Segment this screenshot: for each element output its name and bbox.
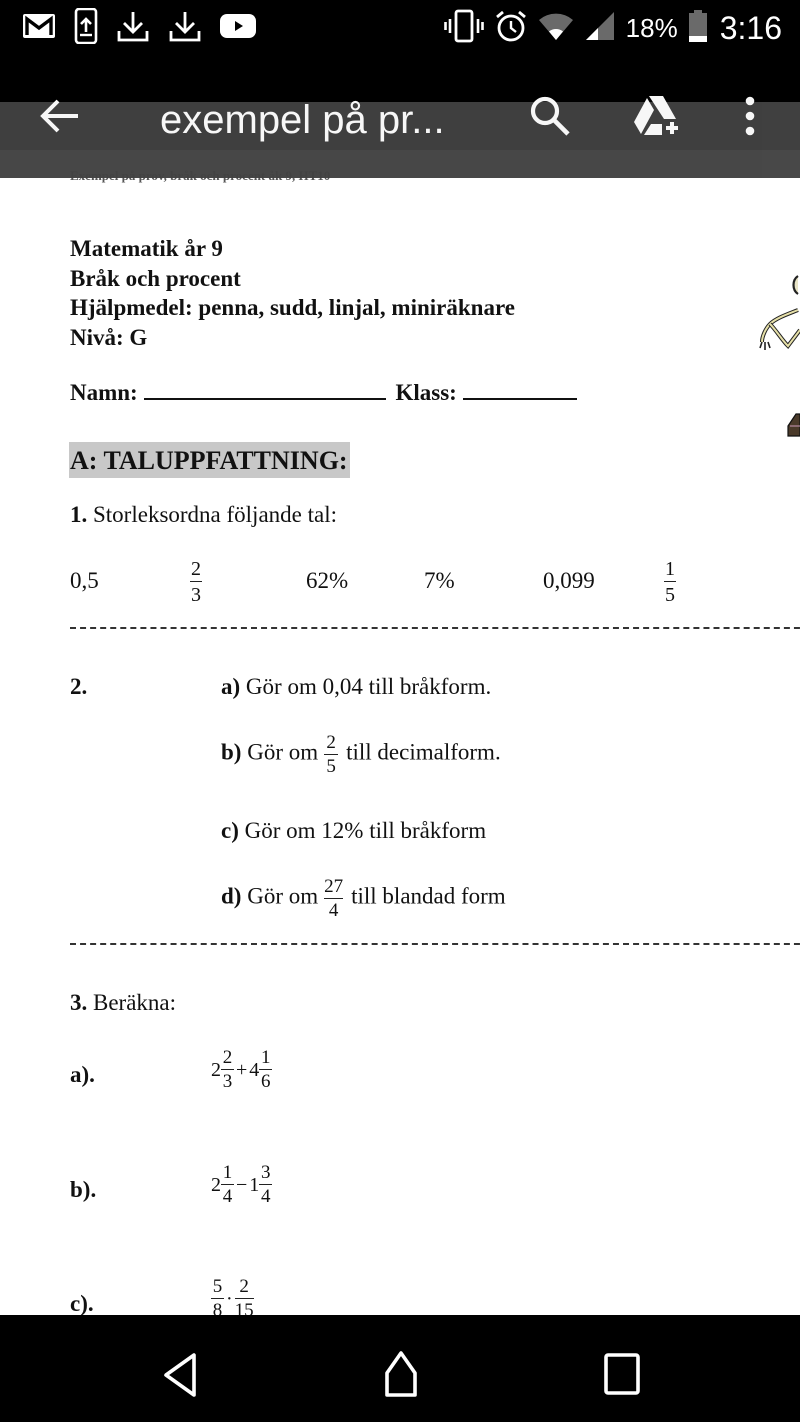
search-icon	[528, 94, 572, 138]
name-class-row	[70, 380, 581, 406]
denominator: 8	[212, 1300, 223, 1315]
class-blank-line	[463, 380, 577, 400]
info-subject: Matematik år 9	[70, 236, 223, 261]
info-topic: Bråk och procent	[70, 265, 241, 291]
youtube-icon	[220, 12, 256, 45]
dashed-separator	[70, 627, 800, 629]
info-level: Nivå: G	[70, 324, 148, 350]
numerator: 2	[191, 558, 201, 580]
whole-number: 2	[211, 1173, 221, 1196]
item-label: c).	[70, 1291, 94, 1315]
navigation-bar	[0, 1315, 800, 1422]
numerator: 2	[239, 1276, 249, 1297]
fraction	[221, 1163, 234, 1207]
question-number: 3.	[70, 990, 88, 1015]
numerator: 2	[222, 1047, 233, 1068]
fraction-bar	[259, 1069, 272, 1070]
fraction-bar	[259, 1184, 272, 1185]
question-2a	[221, 674, 491, 700]
operator: ·	[226, 1287, 233, 1310]
question-1	[70, 502, 337, 528]
numerator: 1	[222, 1162, 233, 1183]
numerator: 1	[665, 558, 675, 580]
question-2-number: 2.	[70, 674, 88, 699]
numerator: 27	[324, 876, 344, 897]
info-tools: Hjälpmedel: penna, sudd, linjal, miniräknare	[70, 295, 515, 320]
fraction	[259, 1163, 272, 1207]
denominator: 3	[191, 584, 201, 606]
download-icon	[168, 9, 202, 48]
fraction-bar	[324, 898, 343, 899]
operator: +	[236, 1058, 248, 1081]
fraction	[211, 1277, 224, 1315]
expression-3c	[211, 1277, 254, 1315]
question-2d	[221, 876, 506, 920]
dashed-separator	[70, 943, 800, 945]
q1-value: 62%	[306, 568, 349, 593]
denominator: 5	[665, 584, 675, 606]
name-blank-line	[144, 380, 386, 400]
fraction-bar	[664, 581, 676, 582]
q1-fraction	[664, 558, 676, 606]
fraction-bar	[190, 581, 202, 582]
more-options-button[interactable]	[740, 96, 760, 136]
item-label: a)	[221, 674, 241, 699]
question-2b	[221, 732, 501, 776]
fraction-bar	[235, 1298, 254, 1299]
status-bar	[0, 0, 800, 102]
whole-number: 4	[249, 1058, 260, 1081]
home-icon	[376, 1351, 426, 1399]
back-triangle-icon	[156, 1351, 206, 1399]
notification-icons	[22, 10, 256, 46]
numerator: 1	[261, 1047, 271, 1068]
q1-value: 0,5	[70, 568, 99, 593]
item-text: till decimalform.	[346, 739, 501, 765]
question-2c	[221, 818, 486, 844]
denominator: 4	[222, 1186, 233, 1207]
question-text: Storleksordna följande tal:	[93, 502, 337, 527]
expression-3b	[211, 1163, 272, 1207]
wifi-icon	[538, 11, 574, 46]
numerator: 3	[261, 1162, 271, 1183]
exam-info	[70, 234, 515, 352]
denominator: 15	[234, 1300, 254, 1315]
nav-home-button[interactable]	[376, 1351, 426, 1399]
denominator: 3	[222, 1071, 233, 1092]
numerator: 5	[212, 1276, 223, 1297]
denominator: 4	[261, 1186, 271, 1207]
alarm-icon	[494, 9, 528, 48]
question-3	[70, 990, 176, 1016]
fraction-bar	[324, 754, 338, 755]
whole-number: 1	[249, 1173, 260, 1196]
fraction	[235, 1277, 254, 1315]
item-label: a).	[70, 1062, 95, 1087]
search-button[interactable]	[528, 94, 572, 138]
inline-fraction	[324, 877, 343, 921]
item-text: Gör om 12% till bråkform	[244, 818, 487, 843]
battery-percent: 18%	[625, 12, 678, 43]
add-to-drive-button[interactable]	[632, 94, 682, 138]
download-icon	[116, 9, 150, 48]
item-text: Gör om 0,04 till bråkform.	[245, 674, 492, 699]
item-label: c)	[221, 818, 239, 843]
q1-value: 7%	[424, 568, 455, 593]
vibrate-icon	[444, 9, 484, 48]
fraction-bar	[221, 1069, 234, 1070]
whole-number: 2	[211, 1058, 221, 1081]
denominator: 6	[261, 1071, 271, 1092]
denominator: 5	[326, 756, 336, 777]
back-button[interactable]	[38, 96, 88, 128]
gmail-icon	[22, 11, 56, 46]
fraction	[259, 1048, 272, 1092]
app-bar	[0, 98, 800, 178]
clock: 3:16	[719, 9, 782, 46]
item-label: d)	[221, 883, 242, 909]
expression-3a	[211, 1048, 272, 1092]
denominator: 4	[328, 900, 339, 921]
item-text: Gör om	[247, 739, 319, 765]
battery-icon	[688, 9, 708, 48]
fraction	[221, 1048, 234, 1092]
back-arrow-icon	[38, 96, 82, 136]
item-label: b).	[70, 1177, 97, 1202]
recents-icon	[598, 1351, 648, 1399]
operator: −	[236, 1173, 248, 1196]
fraction-bar	[211, 1298, 224, 1299]
item-text: till blandad form	[351, 883, 506, 909]
name-label: Namn:	[70, 380, 138, 405]
inline-fraction	[324, 733, 338, 777]
pdf-page[interactable]	[0, 150, 800, 1315]
system-status-icons	[444, 8, 782, 48]
item-text: Gör om	[247, 883, 319, 909]
drive-add-icon	[632, 94, 682, 138]
nav-recents-button[interactable]	[598, 1351, 648, 1399]
section-title: A: TALUPPFATTNING:	[69, 442, 350, 478]
question-text: Beräkna:	[93, 990, 177, 1015]
nav-back-button[interactable]	[156, 1351, 206, 1399]
question-number: 1.	[70, 502, 88, 527]
fraction-bar	[221, 1184, 234, 1185]
signal-icon	[584, 11, 616, 46]
class-label: Klass:	[395, 380, 457, 405]
item-label: b)	[221, 739, 242, 765]
upload-icon	[74, 8, 98, 49]
skeleton-illustration	[756, 270, 800, 440]
document-title: exempel på pr...	[160, 98, 445, 142]
q1-fraction	[190, 558, 202, 606]
numerator: 2	[326, 732, 336, 753]
q1-value: 0,099	[543, 568, 595, 593]
more-vert-icon	[740, 96, 760, 136]
